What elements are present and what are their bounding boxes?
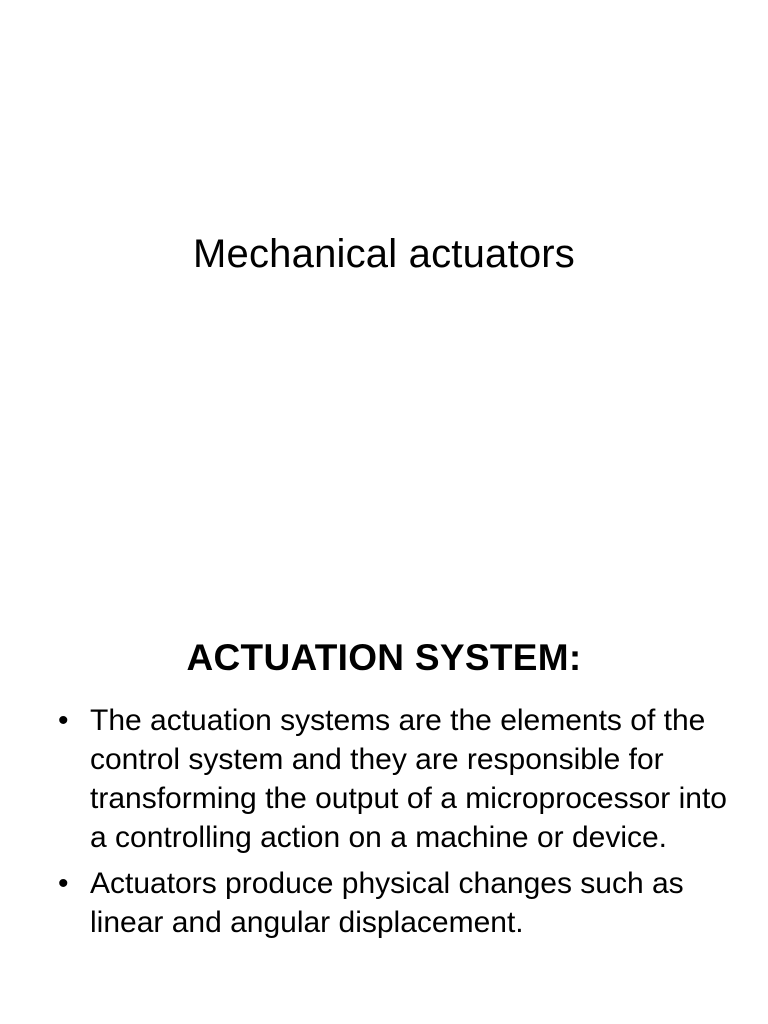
page-title: Mechanical actuators (193, 232, 575, 276)
bullet-list (58, 701, 738, 949)
slide-actuation-system (0, 600, 768, 1024)
bullet-text: Actuators produce physical changes such as linear and angular displacement. (90, 867, 684, 939)
section-heading: ACTUATION SYSTEM: (186, 637, 582, 678)
bullet-text: The actuation systems are the elements of the control system and they are responsible for transforming the output of a microprocessor into a controlling action on a machine or device. (90, 704, 727, 854)
list-item (58, 701, 738, 857)
slide-title-page (0, 0, 768, 500)
bullet-icon: • (58, 704, 69, 737)
bullet-icon: • (58, 867, 69, 900)
list-item (58, 864, 738, 942)
